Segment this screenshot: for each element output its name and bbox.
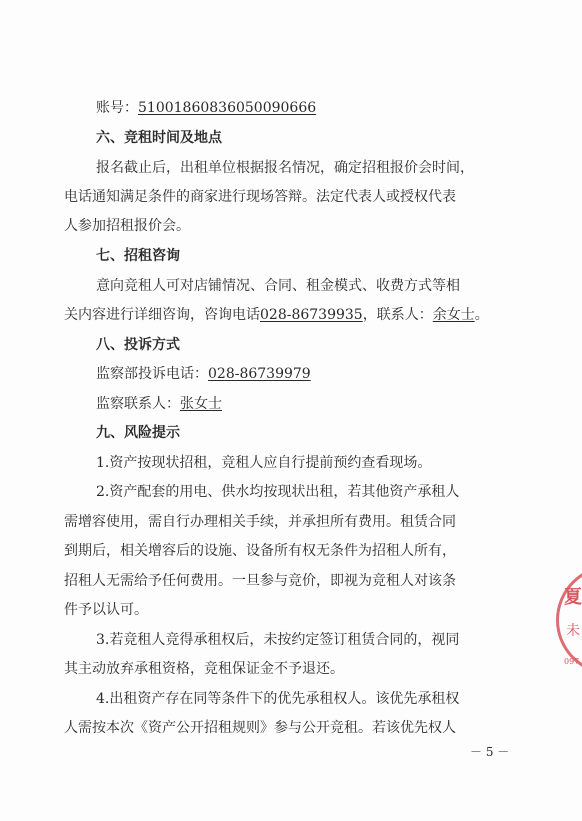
risk-line-5: 招租人无需给予任何费用。一旦参与竞价，即视为竞租人对该条 [64, 573, 456, 589]
account-line [96, 98, 316, 118]
section-7-title: 七、招租咨询 [96, 248, 180, 264]
section-6-line-2: 电话通知满足条件的商家进行现场答辩。法定代表人或授权代表 [64, 189, 456, 205]
risk-line-2: 2.资产配套的用电、供水均按现状出租，若其他资产承租人 [96, 484, 460, 500]
complaint-phone: 028-86739979 [208, 366, 311, 382]
risk-line-9: 4.出租资产存在同等条件下的优先承租权人。该优先承租权 [96, 691, 460, 707]
risk-line-3: 需增容使用，需自行办理相关手续，并承担所有费用。租赁合同 [64, 514, 456, 530]
red-seal-stamp [556, 565, 582, 675]
complaint-contact-line [96, 394, 222, 414]
section-6-line-3: 人参加招租报价会。 [64, 218, 190, 234]
account-label: 账号： [96, 100, 138, 116]
risk-line-4: 到期后，相关增容后的设施、设备所有权无条件为招租人所有， [64, 543, 456, 559]
section-7-line-1: 意向竞租人可对店铺情况、合同、租金模式、收费方式等相 [96, 278, 460, 294]
consult-end: 。 [474, 307, 489, 323]
consult-contact: 余女士 [432, 307, 475, 323]
risk-line-10: 人需按本次《资产公开招租规则》参与公开竞租。若该优先权人 [64, 720, 456, 736]
consult-text: 关内容进行详细咨询，咨询电话 [64, 307, 260, 323]
seal-glyph: 夏 [564, 587, 582, 608]
section-6-title: 六、竞租时间及地点 [96, 130, 222, 146]
section-6-line-1: 报名截止后，出租单位根据报名情况，确定招租报价会时间， [96, 160, 474, 176]
seal-glyph-2: 未 [566, 623, 580, 639]
complaint-phone-label: 监察部投诉电话： [96, 366, 208, 382]
risk-line-6: 件予以认可。 [64, 602, 148, 618]
account-number: 51001860836050090666 [138, 100, 317, 116]
complaint-phone-line [96, 364, 311, 384]
page-number: － 5 － [470, 745, 510, 759]
section-9-title: 九、风险提示 [96, 425, 180, 441]
risk-line-7: 3.若竞租人竞得承租权后，未按约定签订租赁合同的，视同 [96, 632, 460, 648]
seal-code: 097 [564, 657, 580, 666]
risk-line-1: 1.资产按现状招租，竞租人应自行提前预约查看现场。 [96, 455, 432, 471]
section-8-title: 八、投诉方式 [96, 337, 180, 353]
consult-phone: 028-86739935 [260, 307, 363, 323]
complaint-contact-label: 监察联系人： [96, 396, 180, 412]
complaint-contact: 张女士 [180, 396, 222, 412]
risk-line-8: 其主动放弃承租资格，竞租保证金不予退还。 [64, 661, 344, 677]
consult-contact-label: ，联系人： [362, 307, 433, 323]
section-7-line-2 [64, 305, 489, 325]
